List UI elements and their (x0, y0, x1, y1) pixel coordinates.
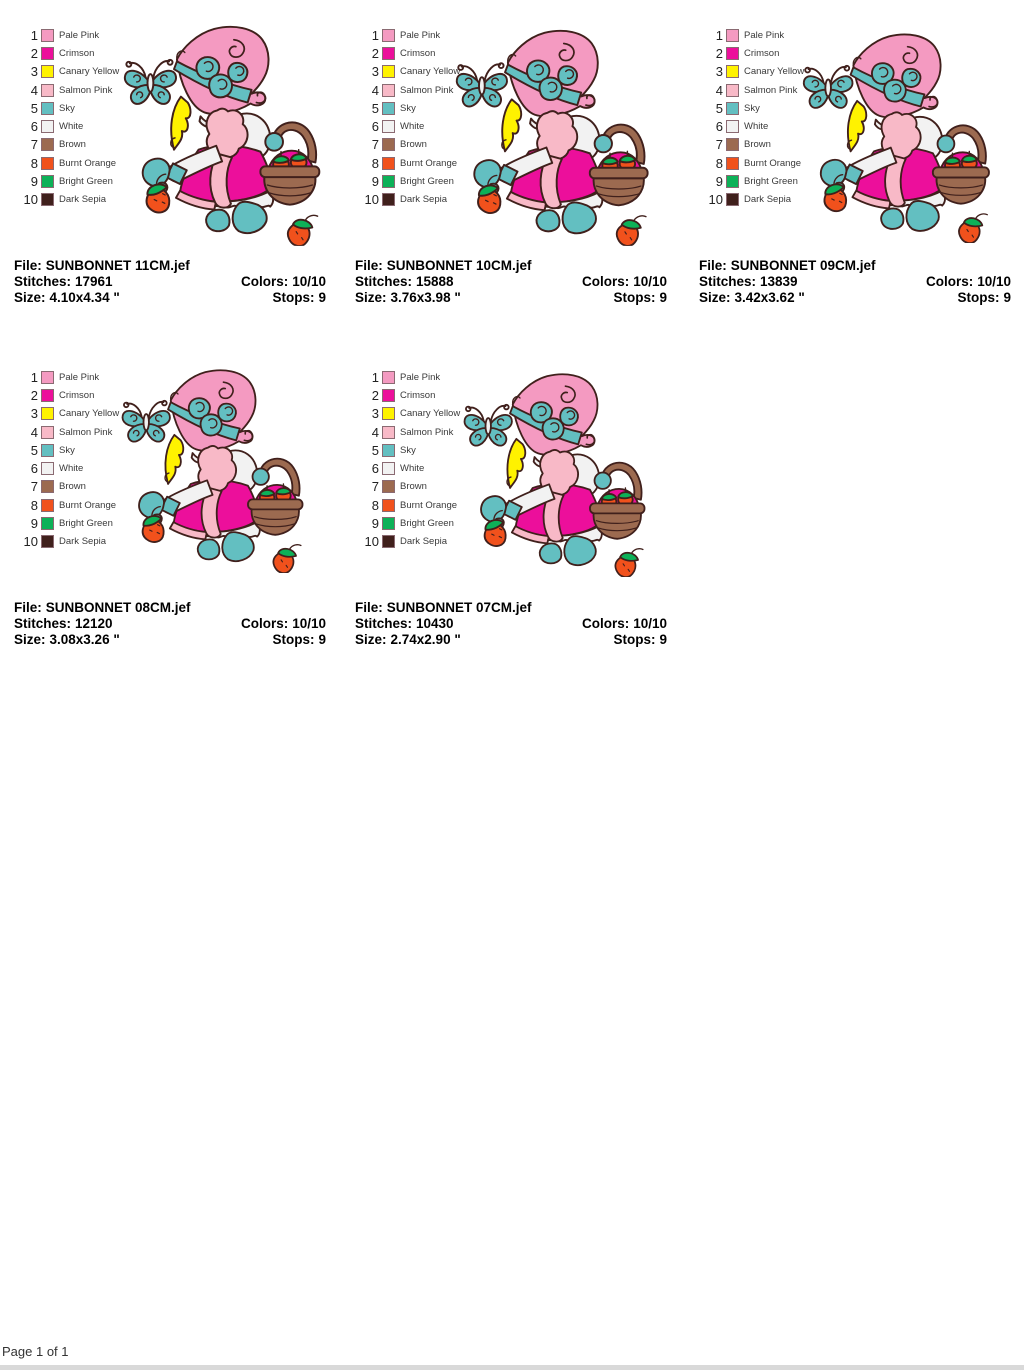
file-field (14, 600, 191, 616)
thread-number: 3 (371, 64, 379, 80)
thread-color-name: Sky (59, 102, 75, 114)
colors-field (926, 274, 1011, 290)
color-swatch-icon (41, 499, 54, 512)
colors-value: 10/10 (633, 274, 667, 289)
thread-color-name: Brown (400, 139, 427, 151)
color-swatch-icon (382, 426, 395, 439)
colors-field (241, 274, 326, 290)
color-swatch-icon (41, 84, 54, 97)
thread-number: 4 (30, 424, 38, 440)
thread-number: 8 (371, 497, 379, 513)
thread-number: 5 (30, 442, 38, 458)
color-swatch-icon (382, 517, 395, 530)
thread-color-name: Salmon Pink (59, 84, 113, 96)
size-label: Size: (14, 632, 46, 647)
thread-number: 1 (371, 369, 379, 385)
thread-color-name: Dark Sepia (59, 194, 106, 206)
legend-row (14, 136, 119, 154)
legend-row (14, 44, 119, 62)
thread-color-name: White (400, 121, 425, 133)
thread-color-name: Brown (59, 481, 86, 493)
thread-number: 5 (715, 100, 723, 116)
file-field (355, 600, 532, 616)
thread-number: 5 (371, 442, 379, 458)
design-panel-09cm (695, 20, 1015, 330)
color-swatch-icon (382, 138, 395, 151)
thread-color-name: Canary Yellow (400, 408, 461, 420)
stitches-label: Stitches: (355, 616, 413, 631)
thread-color-name: Dark Sepia (400, 536, 447, 548)
color-swatch-icon (41, 120, 54, 133)
color-swatch-icon (382, 84, 395, 97)
thread-number: 3 (30, 406, 38, 422)
embroidery-design-preview (118, 364, 318, 573)
thread-color-name: Pale Pink (400, 29, 441, 41)
colors-field (582, 616, 667, 632)
thread-number: 7 (30, 137, 38, 153)
legend-row (699, 63, 804, 81)
legend-row (14, 117, 119, 135)
stitches-field (14, 616, 113, 632)
thread-color-name: Pale Pink (744, 29, 785, 41)
colors-field (241, 616, 326, 632)
thread-number: 10 (23, 534, 38, 550)
colors-label: Colors: (240, 274, 289, 289)
size-label: Size: (355, 290, 387, 305)
legend-row (355, 496, 460, 514)
colors-label: Colors: (240, 616, 289, 631)
color-swatch-icon (726, 157, 739, 170)
thread-number: 1 (715, 27, 723, 43)
legend-row (355, 172, 460, 190)
size-label: Size: (355, 632, 387, 647)
thread-number: 7 (371, 137, 379, 153)
design-info (355, 600, 667, 648)
thread-color-name: Dark Sepia (744, 194, 791, 206)
thread-number: 9 (371, 516, 379, 532)
colors-label: Colors: (925, 274, 974, 289)
legend-row (355, 405, 460, 423)
stitches-label: Stitches: (14, 274, 72, 289)
stops-field (613, 632, 667, 648)
size-value: 2.74x2.90 " (390, 632, 461, 647)
legend-row (14, 459, 119, 477)
color-swatch-icon (41, 29, 54, 42)
legend-row (699, 44, 804, 62)
thread-number: 3 (715, 64, 723, 80)
legend-row (355, 533, 460, 551)
stitches-value: 10430 (416, 616, 454, 631)
legend-row (14, 405, 119, 423)
color-swatch-icon (41, 444, 54, 457)
legend-row (699, 99, 804, 117)
file-field (14, 258, 190, 274)
embroidery-design-preview (460, 368, 660, 577)
legend-row (14, 26, 119, 44)
color-swatch-icon (382, 371, 395, 384)
legend-row (14, 514, 119, 532)
embroidery-design-preview (799, 28, 1005, 243)
color-swatch-icon (726, 47, 739, 60)
thread-number: 10 (364, 192, 379, 208)
thread-number: 4 (30, 82, 38, 98)
color-swatch-icon (382, 175, 395, 188)
legend-row (14, 99, 119, 117)
colors-label: Colors: (581, 616, 630, 631)
stitches-value: 13839 (760, 274, 798, 289)
legend-row (14, 478, 119, 496)
colors-value: 10/10 (633, 616, 667, 631)
color-swatch-icon (382, 535, 395, 548)
color-swatch-icon (41, 193, 54, 206)
thread-color-name: Bright Green (59, 518, 113, 530)
stitches-field (699, 274, 798, 290)
thread-color-name: Salmon Pink (744, 84, 798, 96)
legend-row (355, 459, 460, 477)
color-swatch-icon (382, 444, 395, 457)
thread-number: 7 (371, 479, 379, 495)
stitches-field (14, 274, 113, 290)
thread-number: 5 (371, 100, 379, 116)
stops-field (957, 290, 1011, 306)
file-field (355, 258, 532, 274)
thread-color-name: Pale Pink (400, 371, 441, 383)
legend-row (355, 81, 460, 99)
thread-color-name: Brown (400, 481, 427, 493)
color-swatch-icon (382, 102, 395, 115)
color-swatch-icon (382, 462, 395, 475)
legend-row (355, 478, 460, 496)
thread-color-name: Sky (400, 102, 416, 114)
thread-color-name: Burnt Orange (400, 157, 458, 169)
thread-number: 1 (30, 369, 38, 385)
color-swatch-icon (726, 102, 739, 115)
legend-row (14, 63, 119, 81)
color-swatch-icon (382, 193, 395, 206)
color-swatch-icon (382, 389, 395, 402)
thread-color-name: Dark Sepia (400, 194, 447, 206)
design-info (14, 258, 326, 306)
thread-color-name: Pale Pink (59, 371, 100, 383)
thread-number: 2 (30, 45, 38, 61)
stops-label: Stops: (957, 290, 1000, 305)
color-swatch-icon (726, 120, 739, 133)
stitches-value: 17961 (75, 274, 113, 289)
legend-row (14, 172, 119, 190)
size-field (14, 290, 120, 306)
thread-number: 2 (371, 387, 379, 403)
thread-number: 6 (30, 119, 38, 135)
color-swatch-icon (382, 407, 395, 420)
stops-label: Stops: (613, 632, 656, 647)
legend-row (355, 191, 460, 209)
thread-number: 9 (30, 516, 38, 532)
thread-color-name: Canary Yellow (59, 408, 120, 420)
file-label: File: (14, 258, 42, 273)
design-info (699, 258, 1011, 306)
stops-field (613, 290, 667, 306)
color-swatch-icon (41, 517, 54, 530)
thread-color-name: Crimson (59, 389, 95, 401)
color-swatch-icon (726, 193, 739, 206)
thread-color-name: Sky (59, 444, 75, 456)
thread-color-name: Burnt Orange (400, 499, 458, 511)
thread-color-name: White (59, 121, 84, 133)
legend-row (14, 81, 119, 99)
thread-number: 4 (371, 424, 379, 440)
color-swatch-icon (41, 480, 54, 493)
legend-row (14, 423, 119, 441)
stitches-label: Stitches: (699, 274, 757, 289)
thread-color-name: Bright Green (400, 518, 454, 530)
color-swatch-icon (382, 29, 395, 42)
size-field (355, 290, 461, 306)
color-swatch-icon (41, 535, 54, 548)
thread-number: 6 (30, 461, 38, 477)
stops-value: 9 (659, 632, 667, 647)
stops-value: 9 (659, 290, 667, 305)
thread-color-name: White (400, 463, 425, 475)
size-value: 4.10x4.34 " (49, 290, 120, 305)
legend-row (699, 81, 804, 99)
color-swatch-icon (41, 462, 54, 475)
colors-value: 10/10 (292, 616, 326, 631)
color-swatch-icon (41, 102, 54, 115)
thread-number: 2 (715, 45, 723, 61)
colors-field (582, 274, 667, 290)
color-swatch-icon (726, 65, 739, 78)
thread-color-name: Canary Yellow (400, 66, 461, 78)
stitches-label: Stitches: (355, 274, 413, 289)
thread-color-name: Crimson (400, 47, 436, 59)
thread-number: 9 (371, 174, 379, 190)
file-value: SUNBONNET 09CM.jef (730, 258, 876, 273)
design-panel-10cm (351, 20, 671, 330)
legend-row (355, 26, 460, 44)
thread-number: 2 (371, 45, 379, 61)
legend-row (355, 441, 460, 459)
color-swatch-icon (382, 47, 395, 60)
embroidery-design-preview (120, 20, 336, 246)
legend-row (699, 154, 804, 172)
thread-color-name: White (744, 121, 769, 133)
color-swatch-icon (41, 426, 54, 439)
thread-number: 5 (30, 100, 38, 116)
color-swatch-icon (726, 84, 739, 97)
thread-color-name: Bright Green (744, 176, 798, 188)
color-swatch-icon (41, 407, 54, 420)
stops-label: Stops: (272, 290, 315, 305)
page-number: Page 1 of 1 (2, 1344, 69, 1359)
thread-number: 3 (371, 406, 379, 422)
thread-number: 6 (371, 119, 379, 135)
thread-number: 10 (23, 192, 38, 208)
stops-value: 9 (318, 290, 326, 305)
thread-number: 1 (30, 27, 38, 43)
colors-value: 10/10 (977, 274, 1011, 289)
legend-row (14, 441, 119, 459)
color-swatch-icon (382, 120, 395, 133)
file-label: File: (14, 600, 42, 615)
color-swatch-icon (41, 65, 54, 78)
thread-number: 4 (715, 82, 723, 98)
stops-field (272, 290, 326, 306)
thread-color-legend (355, 368, 460, 551)
thread-color-name: Dark Sepia (59, 536, 106, 548)
embroidery-design-preview (452, 24, 664, 246)
file-value: SUNBONNET 10CM.jef (386, 258, 532, 273)
color-swatch-icon (41, 389, 54, 402)
thread-number: 8 (30, 497, 38, 513)
thread-number: 7 (30, 479, 38, 495)
thread-color-name: Sky (744, 102, 760, 114)
color-swatch-icon (382, 157, 395, 170)
thread-color-legend (14, 26, 119, 209)
thread-number: 8 (715, 155, 723, 171)
legend-row (699, 172, 804, 190)
size-value: 3.08x3.26 " (49, 632, 120, 647)
size-field (699, 290, 805, 306)
thread-color-name: Salmon Pink (59, 426, 113, 438)
stitches-value: 12120 (75, 616, 113, 631)
legend-row (355, 99, 460, 117)
legend-row (14, 368, 119, 386)
legend-row (355, 514, 460, 532)
colors-label: Colors: (581, 274, 630, 289)
size-label: Size: (699, 290, 731, 305)
thread-number: 8 (371, 155, 379, 171)
thread-number: 10 (364, 534, 379, 550)
thread-number: 6 (715, 119, 723, 135)
legend-row (355, 117, 460, 135)
thread-color-name: Salmon Pink (400, 84, 454, 96)
thread-color-legend (14, 368, 119, 551)
file-label: File: (355, 600, 383, 615)
legend-row (699, 117, 804, 135)
thread-number: 9 (30, 174, 38, 190)
thread-color-name: Burnt Orange (59, 499, 117, 511)
size-field (355, 632, 461, 648)
file-value: SUNBONNET 11CM.jef (45, 258, 190, 273)
thread-number: 6 (371, 461, 379, 477)
color-swatch-icon (726, 138, 739, 151)
file-label: File: (355, 258, 383, 273)
legend-row (14, 191, 119, 209)
legend-row (355, 136, 460, 154)
thread-color-name: Burnt Orange (59, 157, 117, 169)
legend-row (14, 496, 119, 514)
legend-row (355, 386, 460, 404)
color-swatch-icon (41, 138, 54, 151)
thread-color-name: Burnt Orange (744, 157, 802, 169)
legend-row (14, 154, 119, 172)
thread-color-legend (355, 26, 460, 209)
design-info (14, 600, 326, 648)
thread-color-name: White (59, 463, 84, 475)
size-field (14, 632, 120, 648)
stops-label: Stops: (272, 632, 315, 647)
stitches-value: 15888 (416, 274, 454, 289)
thread-number: 8 (30, 155, 38, 171)
thread-number: 7 (715, 137, 723, 153)
thread-color-name: Salmon Pink (400, 426, 454, 438)
color-swatch-icon (41, 47, 54, 60)
thread-number: 9 (715, 174, 723, 190)
thread-color-name: Canary Yellow (744, 66, 805, 78)
stops-value: 9 (1003, 290, 1011, 305)
thread-color-name: Brown (59, 139, 86, 151)
thread-color-name: Crimson (400, 389, 436, 401)
color-swatch-icon (382, 480, 395, 493)
file-label: File: (699, 258, 727, 273)
stitches-field (355, 616, 454, 632)
legend-row (355, 44, 460, 62)
file-value: SUNBONNET 07CM.jef (386, 600, 532, 615)
thread-number: 10 (708, 192, 723, 208)
thread-number: 4 (371, 82, 379, 98)
window-bottom-edge (0, 1365, 1024, 1370)
thread-color-name: Pale Pink (59, 29, 100, 41)
legend-row (355, 63, 460, 81)
color-swatch-icon (382, 65, 395, 78)
thread-color-name: Crimson (59, 47, 95, 59)
color-swatch-icon (726, 29, 739, 42)
stops-field (272, 632, 326, 648)
color-swatch-icon (726, 175, 739, 188)
design-panel-08cm (10, 362, 330, 672)
thread-number: 1 (371, 27, 379, 43)
colors-value: 10/10 (292, 274, 326, 289)
thread-color-name: Sky (400, 444, 416, 456)
legend-row (355, 154, 460, 172)
thread-color-name: Bright Green (400, 176, 454, 188)
file-value: SUNBONNET 08CM.jef (45, 600, 191, 615)
legend-row (14, 386, 119, 404)
stops-label: Stops: (613, 290, 656, 305)
legend-row (699, 136, 804, 154)
color-swatch-icon (41, 175, 54, 188)
color-swatch-icon (382, 499, 395, 512)
thread-color-legend (699, 26, 804, 209)
thread-number: 2 (30, 387, 38, 403)
stitches-field (355, 274, 454, 290)
size-value: 3.76x3.98 " (390, 290, 461, 305)
size-label: Size: (14, 290, 46, 305)
thread-color-name: Canary Yellow (59, 66, 120, 78)
thread-color-name: Brown (744, 139, 771, 151)
legend-row (14, 533, 119, 551)
design-panel-11cm (10, 20, 330, 330)
design-info (355, 258, 667, 306)
legend-row (355, 368, 460, 386)
thread-color-name: Bright Green (59, 176, 113, 188)
stitches-label: Stitches: (14, 616, 72, 631)
design-panel-07cm (351, 362, 671, 672)
color-swatch-icon (41, 157, 54, 170)
color-swatch-icon (41, 371, 54, 384)
thread-number: 3 (30, 64, 38, 80)
size-value: 3.42x3.62 " (734, 290, 805, 305)
legend-row (355, 423, 460, 441)
file-field (699, 258, 876, 274)
stops-value: 9 (318, 632, 326, 647)
legend-row (699, 191, 804, 209)
thread-color-name: Crimson (744, 47, 780, 59)
legend-row (699, 26, 804, 44)
